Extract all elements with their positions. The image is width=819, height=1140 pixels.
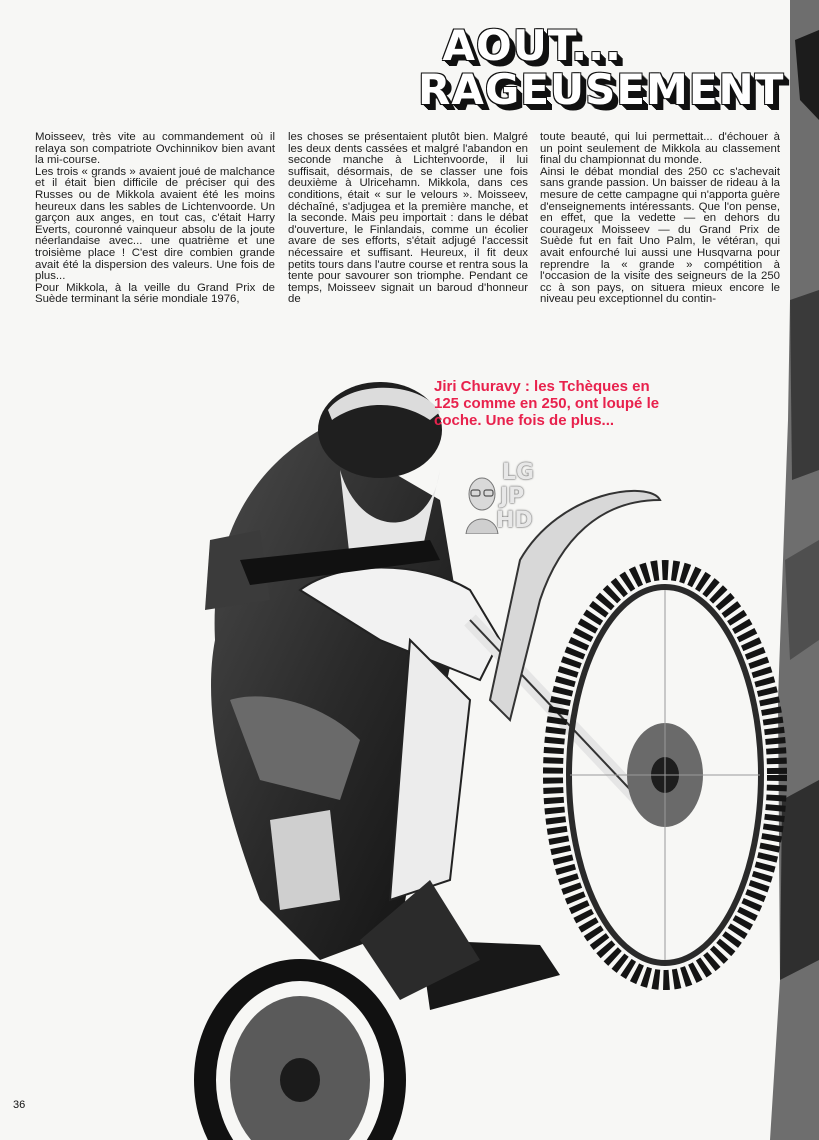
page-number: 36	[13, 1099, 26, 1111]
text-column-2	[288, 132, 528, 312]
headline-line-2: RAGEUSEMENT	[418, 65, 785, 114]
article-headline	[418, 21, 785, 114]
paragraph: les choses se présentaient plutôt bien. Malgré les deux dents cassées et malgré l'abandon en seconde manche à Lichtenvoorde, il lui suffisait, désormais, de se classer une fois deuxième à Ulricehamn. Mikkola, dans ces conditions, était « sur le velours ». Moisseev, déchaîné, s'adjugea et la première manche, et la seconde. Mais peu importait : dans le débat d'ouverture, le Finlandais, comme un écolier avare de ses efforts, s'était adjugé l'accessit nécessaire et suffisant. Heureux, il fit deux petits tours dans l'autre course et rentra sous la tente pour savourer son triomphe. Pendant ce temps, Moisseev signait un baroud d'honneur de	[288, 132, 528, 306]
text-column-3	[540, 132, 780, 312]
watermark-logo	[462, 462, 552, 552]
text-column-1	[35, 132, 275, 312]
watermark-line-1: LG	[502, 460, 535, 485]
watermark-line-2: JP	[500, 484, 525, 509]
paragraph: Pour Mikkola, à la veille du Grand Prix de Suède terminant la série mondiale 1976,	[35, 281, 275, 306]
paragraph: toute beauté, qui lui permettait... d'échouer à un point seulement de Mikkola au classement final du championnat du monde.	[540, 132, 780, 167]
photo-caption: Jiri Churavy : les Tchèques en 125 comme en 250, ont loupé le coche. Une fois de plus...	[434, 378, 660, 429]
paragraph: Les trois « grands » avaient joué de malchance et il était bien difficile de préciser qui des Russes ou de Mikkola avaient été les moins heureux dans les sables de Lichtenvoorde. Un garçon aux anges, en tout cas, c'était Harry Everts, couronné vainqueur absolu de la joute néerlandaise avec... une quatrième et une troisième place ! C'est dire combien grande avait été la dispersion des valeurs. Une fois de plus...	[35, 165, 275, 283]
paragraph: Moisseev, très vite au commandement où il relaya son compatriote Ovchinnikov bien avant la mi-course.	[35, 132, 275, 167]
rear-wheel	[205, 970, 395, 1140]
paragraph: Ainsi le débat mondial des 250 cc s'achevait sans grande passion. Un baisser de rideau à la mesure de cette campagne qui n'apporta guère d'enseignements intéressants. Que l'on pense, en effet, que la vedette — en dehors du courageux Moisseev — du Grand Prix de Suède fut en fait Uno Palm, le vétéran, qui avait enfourché lui aussi une Husqvarna pour reprendre la « grande » compétition à l'occasion de la visite des seigneurs de la 250 cc à son pays, on situera mieux encore le niveau peu exceptionnel du contin-	[540, 165, 780, 306]
watermark-line-3: HD	[496, 508, 533, 533]
headline-line-1: AOUT...	[442, 21, 622, 70]
front-wheel	[553, 570, 777, 980]
